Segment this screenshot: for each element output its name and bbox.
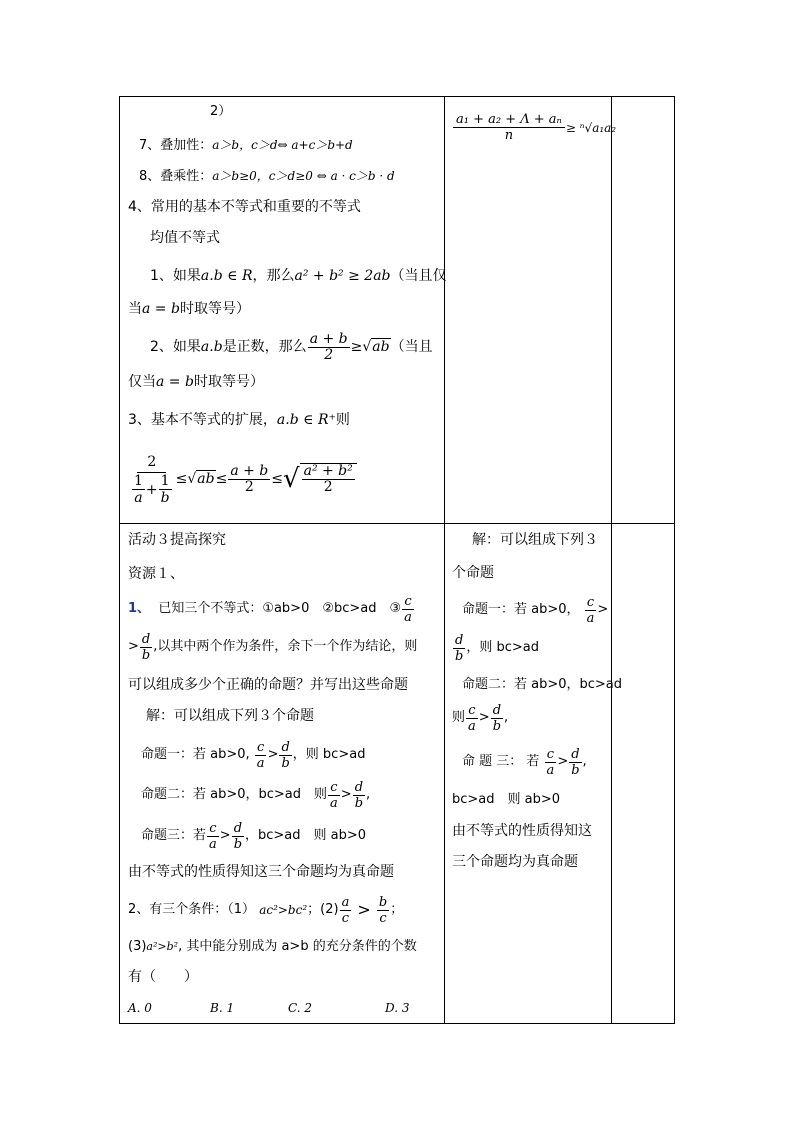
mid-conclusion-line-1: 由不等式的性质得知这 xyxy=(452,823,592,839)
mid-solution-line-1: 解：可以组成下列３ xyxy=(472,532,598,548)
question-1-line-3: 可以组成多少个正确的命题？并写出这些命题 xyxy=(128,677,408,693)
row-divider xyxy=(120,523,674,524)
question-2-line-3: 有（ ） xyxy=(128,969,198,985)
fraction: $\frac{a + b}{2}$ xyxy=(309,330,348,363)
property-7: 7、叠加性：a＞b，c＞d⇔ a+c＞b+d xyxy=(139,138,353,153)
option-b: B. 1 xyxy=(210,1001,235,1015)
mid-proposition-1-line-1: 命题一：若 ab>0， $\frac{c}{a}$ > xyxy=(462,594,609,626)
mid-proposition-1-line-2: $\frac{d}{b}$ ，则 bc>ad xyxy=(455,632,539,664)
column-divider-1 xyxy=(444,97,445,1023)
activity-title: 活动３提高探究 xyxy=(128,532,226,548)
square-root: √ab xyxy=(362,339,390,355)
option-a: A. 0 xyxy=(128,1001,152,1015)
proposition-2: 命题二：若 ab>0，bc>ad 则 $\frac{c}{a}$ > $\frac{d}{b}$ , xyxy=(141,779,371,811)
mid-proposition-2-line-2: 则 $\frac{c}{a}$ > $\frac{d}{b}$ , xyxy=(452,702,509,734)
mid-proposition-3-line-1: 命 题 三： 若 $\frac{c}{a}$ > $\frac{d}{b}$ , xyxy=(462,746,587,778)
mean-inequality-chain: 2 $\frac{1}{a}$ + $\frac{1}{b}$ ≤ √ab ≤ $\frac{a + b}{2}$ ≤ √ $\frac{\text{a² + b²}}{2}$ xyxy=(128,452,357,506)
item-1-line-1: 1、如果a.b ∈ R，那么a² + b² ≥ 2ab（当且仅 xyxy=(150,268,447,284)
question-2-line-1: 2、有三个条件：（1） ac²>bc² ；(2) $\frac{a}{c}$ > $\frac{b}{c}$ ； xyxy=(128,894,404,926)
solution-intro: 解：可以组成下列３个命题 xyxy=(146,708,314,724)
question-1-line-2: > $\frac{d}{b}$ ,以其中两个作为条件，余下一个作为结论，则 xyxy=(128,631,418,663)
conclusion: 由不等式的性质得知这三个命题均为真命题 xyxy=(128,864,394,880)
proposition-1: 命题一：若 ab>0, $\frac{c}{a}$ > $\frac{d}{b}$ ，则 bc>ad xyxy=(141,739,366,771)
line-2: 2） xyxy=(210,104,232,119)
harmonic-mean-fraction: 2 $\frac{1}{a}$ + $\frac{1}{b}$ xyxy=(134,454,170,506)
geometric-mean: √ab xyxy=(187,471,215,487)
option-d: D. 3 xyxy=(385,1001,410,1015)
mid-conclusion-line-2: 三个命题均为真命题 xyxy=(452,854,578,870)
option-c: C. 2 xyxy=(288,1001,313,1015)
property-8: 8、叠乘性：a＞b≥0，c＞d≥0 ⇔ a · c＞b · d xyxy=(139,169,395,184)
item-2-line-1: 2、如果a.b是正数，那么 $\frac{a + b}{2}$ ≥√ab（当且 xyxy=(150,330,433,363)
section-4-title: 4、常用的基本不等式和重要的不等式 xyxy=(128,199,361,215)
question-2-line-2: (3)a²>b², 其中能分别成为 a>b 的充分条件的个数 xyxy=(128,939,417,954)
mid-proposition-3-line-2: bc>ad 则 ab>0 xyxy=(452,792,561,807)
question-1-line-1: 1、 已知三个不等式：①ab>0 ②bc>ad ③ $\frac{c}{a}$ xyxy=(128,593,412,625)
mid-solution-line-2: 个命题 xyxy=(452,565,494,581)
mid-proposition-2-line-1: 命题二：若 ab>0，bc>ad xyxy=(462,677,623,692)
item-3: 3、基本不等式的扩展，a.b ∈ R⁺则 xyxy=(128,412,350,428)
arithmetic-mean-fraction: $\frac{a + b}{2}$ xyxy=(230,462,269,495)
item-1-line-2: 当a = b时取等号） xyxy=(128,301,250,317)
column-divider-2 xyxy=(611,97,612,1023)
resource-label: 资源１、 xyxy=(128,566,184,582)
mean-inequality-heading: 均值不等式 xyxy=(150,230,220,246)
quadratic-mean: √ $\frac{\text{a² + b²}}{2}$ xyxy=(283,463,357,495)
item-2-line-2: 仅当a = b时取等号） xyxy=(128,374,264,390)
proposition-3: 命题三：若 $\frac{c}{a}$ > $\frac{d}{b}$ ，bc>ad 则 ab>0 xyxy=(141,820,367,852)
row1-middle-formula: $\frac{\text{a₁ + a₂ + Λ + aₙ}}{n}$ ≥ ⁿ√a₁a₂ xyxy=(452,112,616,143)
